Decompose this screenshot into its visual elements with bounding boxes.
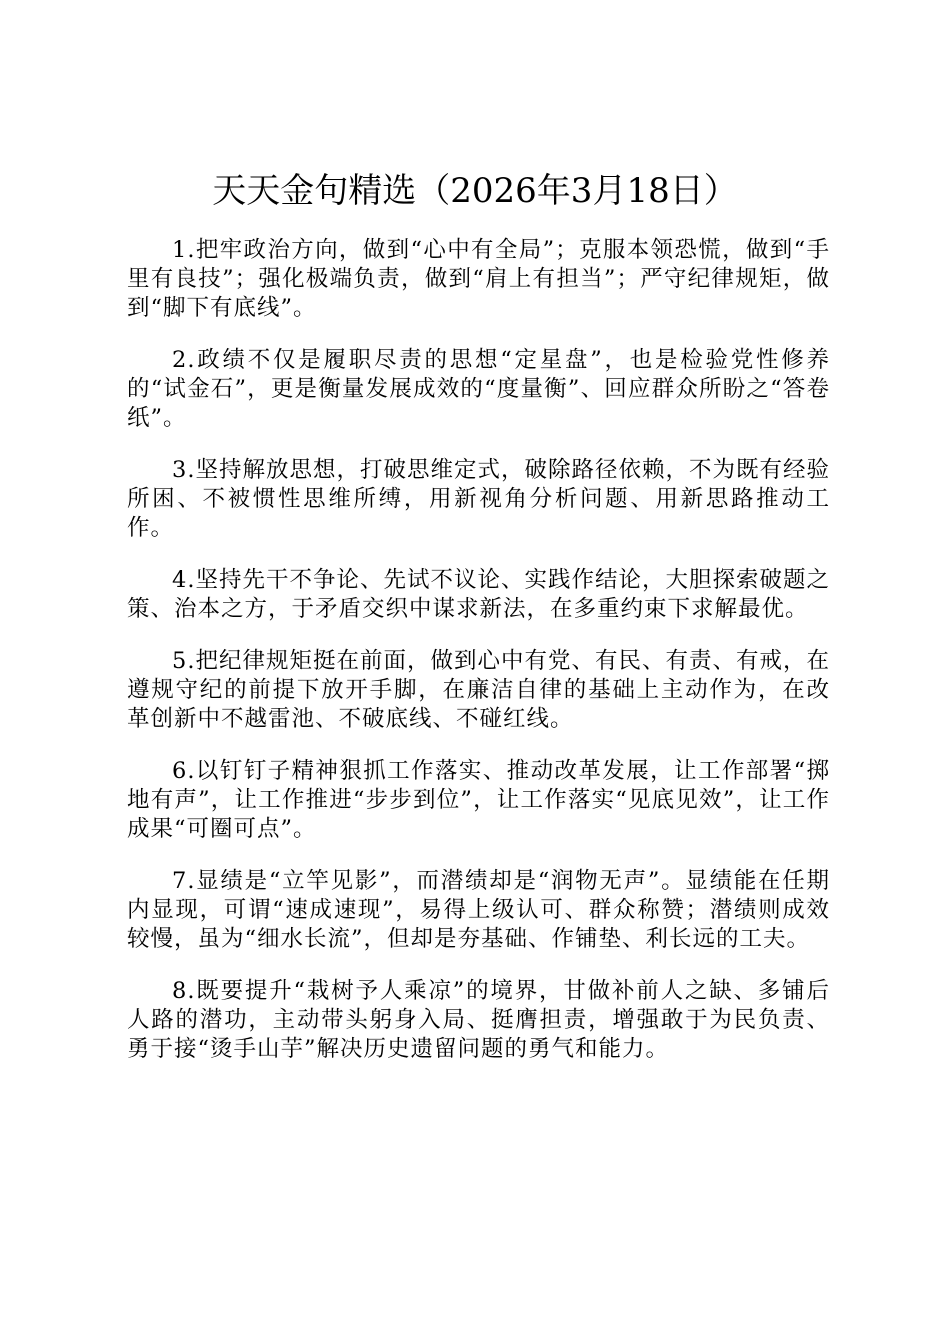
quote-item-6: 6.以钉钉子精神狠抓工作落实、推动改革发展，让工作部署“掷地有声”，让工作推进“步步到位”，让工作落实“见底见效”，让工作成果“可圈可点”。: [127, 758, 830, 842]
quote-item-3: 3.坚持解放思想，打破思维定式，破除路径依赖，不为既有经验所困、不被惯性思维所缚，用新视角分析问题、用新思路推动工作。: [127, 457, 830, 541]
document-title: 天天金句精选（2026年3月18日）: [212, 171, 738, 211]
quote-item-7: 7.显绩是“立竿见影”，而潜绩却是“润物无声”。显绩能在任期内显现，可谓“速成速现”，易得上级认可、群众称赞；潜绩则成效较慢，虽为“细水长流”，但却是夯基础、作铺垫、利长远的工夫。: [127, 868, 830, 952]
quote-item-2: 2.政绩不仅是履职尽责的思想“定星盘”，也是检验党性修养的“试金石”，更是衡量发展成效的“度量衡”、回应群众所盼之“答卷纸”。: [127, 347, 830, 431]
quote-item-5: 5.把纪律规矩挺在前面，做到心中有党、有民、有责、有戒，在遵规守纪的前提下放开手脚，在廉洁自律的基础上主动作为，在改革创新中不越雷池、不破底线、不碰红线。: [127, 648, 830, 732]
quote-item-1: 1.把牢政治方向，做到“心中有全局”；克服本领恐慌，做到“手里有良技”；强化极端负责，做到“肩上有担当”；严守纪律规矩，做到“脚下有底线”。: [127, 237, 830, 321]
quote-item-8: 8.既要提升“栽树予人乘凉”的境界，甘做补前人之缺、多铺后人路的潜功，主动带头躬身入局、挺膺担责，增强敢于为民负责、勇于接“烫手山芋”解决历史遗留问题的勇气和能力。: [127, 978, 830, 1062]
quote-item-4: 4.坚持先干不争论、先试不议论、实践作结论，大胆探索破题之策、治本之方，于矛盾交织中谋求新法，在多重约束下求解最优。: [127, 567, 830, 622]
document-body: [127, 236, 830, 1087]
